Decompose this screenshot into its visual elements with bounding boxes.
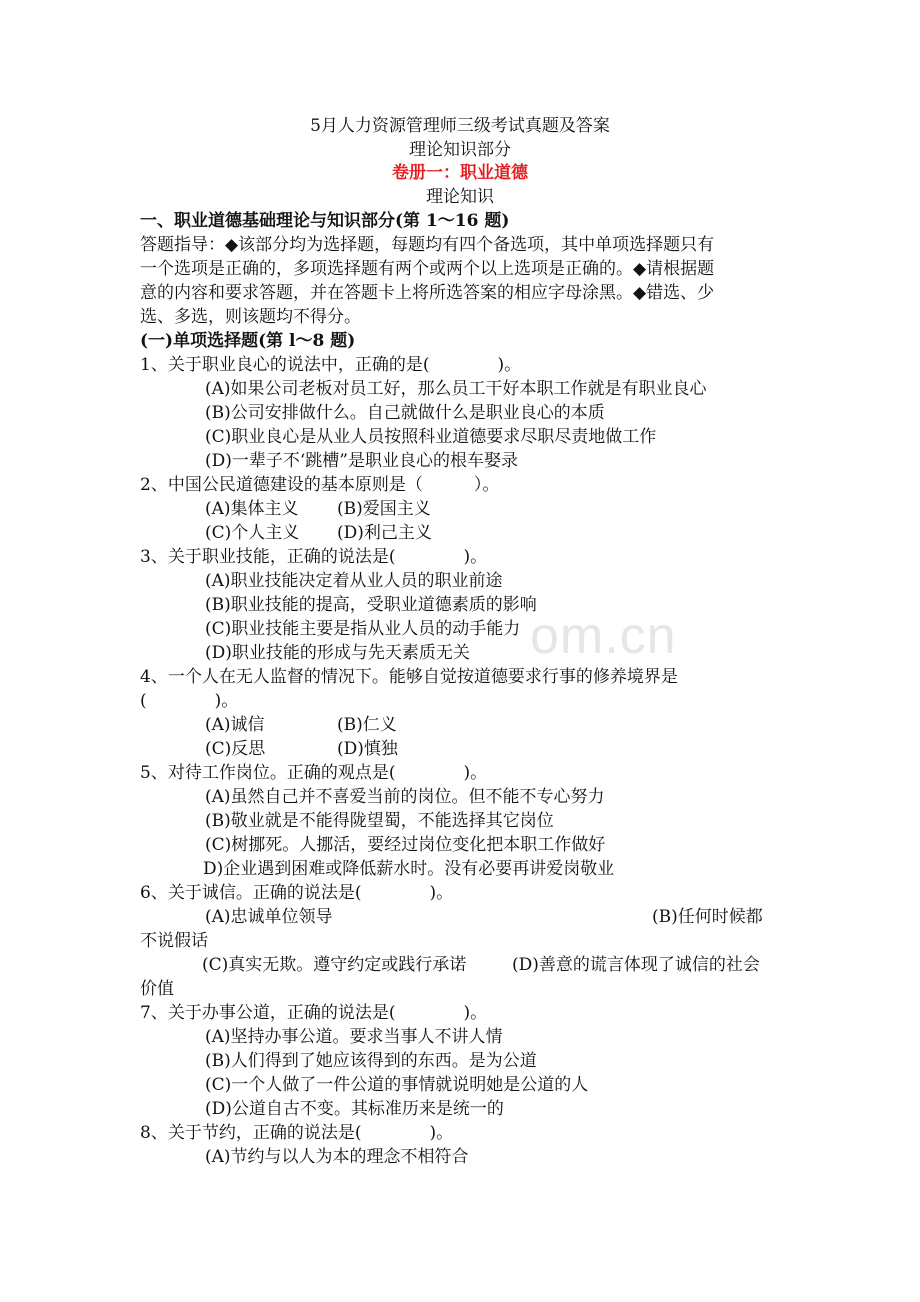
option: (A)节约与以人为本的理念不相符合 [205, 1147, 469, 1167]
option: (D)利己主义 [337, 523, 432, 543]
question-6: 6、关于诚信。正确的说法是( )。 [140, 883, 454, 903]
volume-title: 卷册一：职业道德 [392, 163, 528, 183]
option: (C)反思 [205, 739, 266, 759]
option: (A)忠诚单位领导 [205, 907, 333, 927]
option: (A)诚信 [205, 715, 265, 735]
section-title: 理论知识部分 [409, 140, 511, 160]
option: D)企业遇到困难或降低薪水时。没有必要再讲爱岗敬业 [203, 859, 615, 879]
question-5: 5、对待工作岗位。正确的观点是( )。 [140, 763, 488, 783]
option: (B)人们得到了她应该得到的东西。是为公道 [205, 1051, 537, 1071]
instruction-line: 一个选项是正确的，多项选择题有两个或两个以上选项是正确的。◆请根据题 [140, 259, 715, 279]
option: (A)职业技能决定着从业人员的职业前途 [205, 571, 503, 591]
subheading: (一)单项选择题(第 l～8 题) [140, 331, 356, 351]
option: (C)一个人做了一件公道的事情就说明她是公道的人 [205, 1075, 589, 1095]
document-title: 5月人力资源管理师三级考试真题及答案 [310, 116, 610, 136]
part-heading: 一、职业道德基础理论与知识部分(第 1～16 题) [140, 211, 510, 231]
option: (D)职业技能的形成与先天素质无关 [205, 643, 470, 663]
watermark: om.cn [530, 607, 677, 665]
question-4-blank: ( )。 [140, 691, 239, 711]
question-1: 1、关于职业良心的说法中，正确的是( )。 [140, 355, 522, 375]
option: (A)如果公司老板对员工好，那么员工干好本职工作就是有职业良心 [205, 379, 707, 399]
option: (B)敬业就是不能得陇望蜀，不能选择其它岗位 [205, 811, 554, 831]
option: (D)善意的谎言体现了诚信的社会 [512, 955, 760, 975]
option: (C)真实无欺。遵守约定或践行承诺 [202, 955, 467, 975]
instruction-line: 答题指导：◆该部分均为选择题，每题均有四个备选项，其中单项选择题只有 [140, 235, 715, 255]
option-continuation: 价值 [140, 979, 174, 999]
option: (C)个人主义 [205, 523, 300, 543]
question-4: 4、一个人在无人监督的情况下。能够自觉按道德要求行事的修养境界是 [140, 667, 678, 687]
option: (B)职业技能的提高，受职业道德素质的影响 [205, 595, 537, 615]
option: (D)慎独 [337, 739, 398, 759]
option-continuation: 不说假话 [140, 931, 208, 951]
option: (B)公司安排做什么。自己就做什么是职业良心的本质 [205, 403, 605, 423]
option: (D)公道自古不变。其标准历来是统一的 [205, 1099, 504, 1119]
question-7: 7、关于办事公道，正确的说法是( )。 [140, 1003, 488, 1023]
instruction-line: 选、多选，则该题均不得分。 [140, 307, 361, 327]
option: (A)虽然自己并不喜爱当前的岗位。但不能不专心努力 [205, 787, 605, 807]
option: (B)爱国主义 [337, 499, 431, 519]
option: (A)集体主义 [205, 499, 299, 519]
option: (D)一辈子不‘跳槽”是职业良心的根车娶录 [205, 451, 518, 471]
option: (B)仁义 [337, 715, 397, 735]
option: (C)职业良心是从业人员按照科业道德要求尽职尽责地做工作 [205, 427, 657, 447]
option: (A)坚持办事公道。要求当事人不讲人情 [205, 1027, 503, 1047]
option: (B)任何时候都 [652, 907, 763, 927]
question-2: 2、中国公民道德建设的基本原则是（ ）。 [140, 475, 500, 495]
question-3: 3、关于职业技能，正确的说法是( )。 [140, 547, 488, 567]
option: (C)树挪死。人挪活，要经过岗位变化把本职工作做好 [205, 835, 606, 855]
option: (C)职业技能主要是指从业人员的动手能力 [205, 619, 521, 639]
subsection-title: 理论知识 [426, 187, 494, 207]
question-8: 8、关于节约，正确的说法是( )。 [140, 1123, 454, 1143]
instruction-line: 意的内容和要求答题，并在答题卡上将所选答案的相应字母涂黑。◆错选、少 [140, 283, 715, 303]
